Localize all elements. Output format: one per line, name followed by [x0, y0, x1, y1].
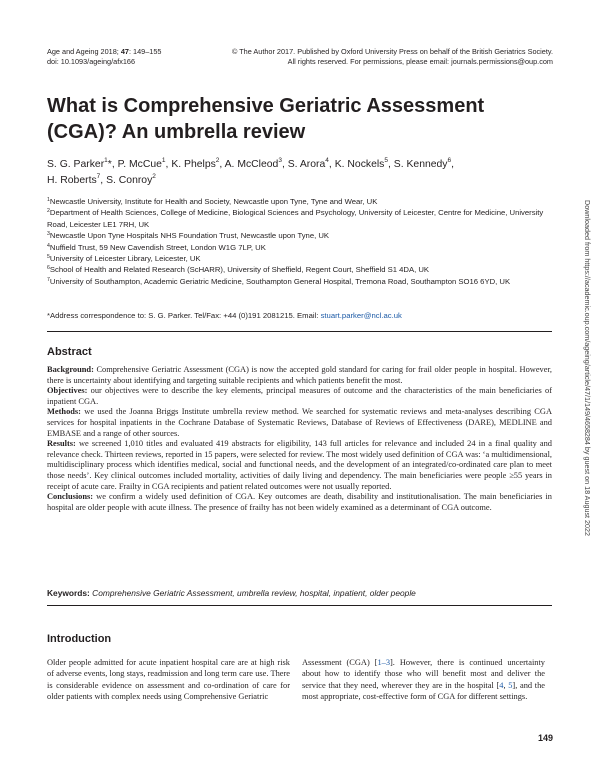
author[interactable]: S. Conroy$^2$ [106, 173, 156, 186]
page-number: 149 [537, 733, 553, 743]
affiliation: $^4$Nuffield Trust, 59 New Cavendish Street, London W1G 7LP, UK [47, 242, 266, 252]
author[interactable]: H. Roberts$^7$, [47, 173, 107, 186]
citation-link[interactable]: 1–3 [377, 658, 391, 667]
download-watermark: Downloaded from https://academic.oup.com/ageing/article/47/1/149/4658284 by guest on 18 August 2022 [583, 200, 592, 537]
abstract-bottom-rule [47, 605, 552, 606]
copyright-notice [232, 47, 553, 67]
author[interactable]: A. McCleod$^3$, [224, 157, 288, 170]
affiliation: $^7$University of Southampton, Academic Geriatric Medicine, Southampton General Hospital, Tremona Road, Southampton SO16 6YD, UK [47, 276, 511, 286]
keywords [47, 588, 552, 599]
abstract-conclusions: Conclusions: we confirm a widely used definition of CGA. Key outcomes are death, disability and institutionalisation. The main beneficiaries in hospital are older people with acute illness. The presence of frailty has not been widely examined as a determinant of CGA outcome. [47, 492, 552, 512]
doi[interactable]: doi: 10.1093/ageing/afx166 [47, 57, 136, 66]
keywords-list: Comprehensive Geriatric Assessment, umbrella review, hospital, inpatient, older people [89, 588, 416, 598]
introduction-heading: Introduction [47, 633, 112, 645]
author[interactable]: S. Kennedy$^6$, [393, 157, 455, 170]
correspondence-text: *Address correspondence to: S. G. Parker. Tel/Fax: +44 (0)191 2081215. Email: [47, 311, 321, 320]
abstract-background: Background: Comprehensive Geriatric Assessment (CGA) is now the accepted gold standard for caring for frail older people in hospital. However, there is uncertainty about identifying and targeting suitable recipients and which patients benefit the most. [47, 365, 552, 385]
affiliation: $^3$Newcastle Upon Tyne Hospitals NHS Foundation Trust, Newcastle upon Tyne, UK [47, 231, 330, 241]
citation-link[interactable]: 4 [499, 680, 504, 690]
introduction-column-right: Assessment (CGA) [1–3]. However, there is continued uncertainty about how to identify those who will benefit most and deliver the service that they need, wherever they are in the hospital [4, 5], and the most appropriate, cost-effective form of CGA for different settings. [302, 658, 545, 701]
journal-citation [47, 47, 161, 67]
abstract-body [47, 365, 552, 513]
author[interactable]: K. Nockels$^5$, [334, 157, 394, 170]
abstract-top-rule [47, 331, 552, 332]
abstract-results: Results: we screened 1,010 titles and evaluated 419 abstracts for eligibility, 143 full articles for relevance and included 24 in a final quality and relevance check. Thirteen reviews, reported in 15 papers, were selected for review. The most widely used definition of CGA was: ‘a multidimensional, multidisciplinary process which identifies medical, social and functional needs, and the development of an integrated/co-ordinated care plan to meet those needs’. Key clinical outcomes included mortality, activities of daily living and dependency. The main beneficiaries were people ≥55 years in receipt of acute care. Frailty in CGA recipients and patient related outcomes were not usually reported. [47, 439, 552, 491]
copyright-line-2: All rights reserved. For permissions, please email: journals.permissions@oup.com [287, 57, 553, 66]
introduction-column-left: Older people admitted for acute inpatient hospital care are at high risk of adverse events, long stays, readmission and long term care use. There is considerable evidence on assessment and co-ordination of care for older patients with complex needs using Comprehensive Geriatric [47, 658, 290, 701]
affiliation: $^1$Newcastle University, Institute for Health and Society, Newcastle upon Tyne, Tyne and Wear, UK [47, 197, 378, 206]
article-title: What is Comprehensive Geriatric Assessment (CGA)? An umbrella review [47, 95, 485, 143]
affiliation-list [47, 196, 547, 287]
abstract-heading: Abstract [47, 346, 92, 358]
journal-pages: : 149–155 [128, 47, 162, 56]
keywords-label: Keywords: [47, 588, 90, 598]
affiliation: $^2$Department of Health Sciences, College of Medicine, Biological Sciences and Psychology, University of Leicester, Centre for Medicine, University Road, Leicester LE1 7RH, UK [47, 208, 544, 229]
author[interactable]: P. McCue$^1$, [117, 157, 172, 170]
author[interactable]: S. G. Parker$^1$*, [47, 157, 118, 170]
copyright-line-1: © The Author 2017. Published by Oxford University Press on behalf of the British Geriatrics Society. [231, 47, 553, 56]
author[interactable]: S. Arora$^4$, [287, 157, 335, 170]
abstract-objectives: Objectives: our objectives were to describe the key elements, principal measures of outcome and the characteristics of the main beneficiaries of inpatient CGA. [47, 386, 552, 406]
affiliation: $^6$School of Health and Related Research (ScHARR), University of Sheffield, Regent Court, Sheffield S1 4DA, UK [47, 265, 430, 275]
correspondence-email-link[interactable]: stuart.parker@ncl.ac.uk [320, 311, 402, 320]
correspondence-note [47, 310, 547, 321]
author-list [47, 157, 547, 189]
author[interactable]: K. Phelps$^2$, [171, 157, 225, 170]
journal-prefix: Age and Ageing 2018; [47, 47, 121, 56]
affiliation: $^5$University of Leicester Library, Leicester, UK [47, 254, 201, 264]
citation-link[interactable]: 5 [508, 680, 513, 690]
abstract-methods: Methods: we used the Joanna Briggs Institute umbrella review method. We searched for systematic reviews and meta-analyses describing CGA services for hospital inpatients in the Cochrane Database of Systematic Reviews, Database of Reviews of Effectiveness (DARE), MEDLINE and EMBASE and a range of other sources. [47, 407, 552, 438]
journal-volume: 47 [120, 47, 129, 56]
